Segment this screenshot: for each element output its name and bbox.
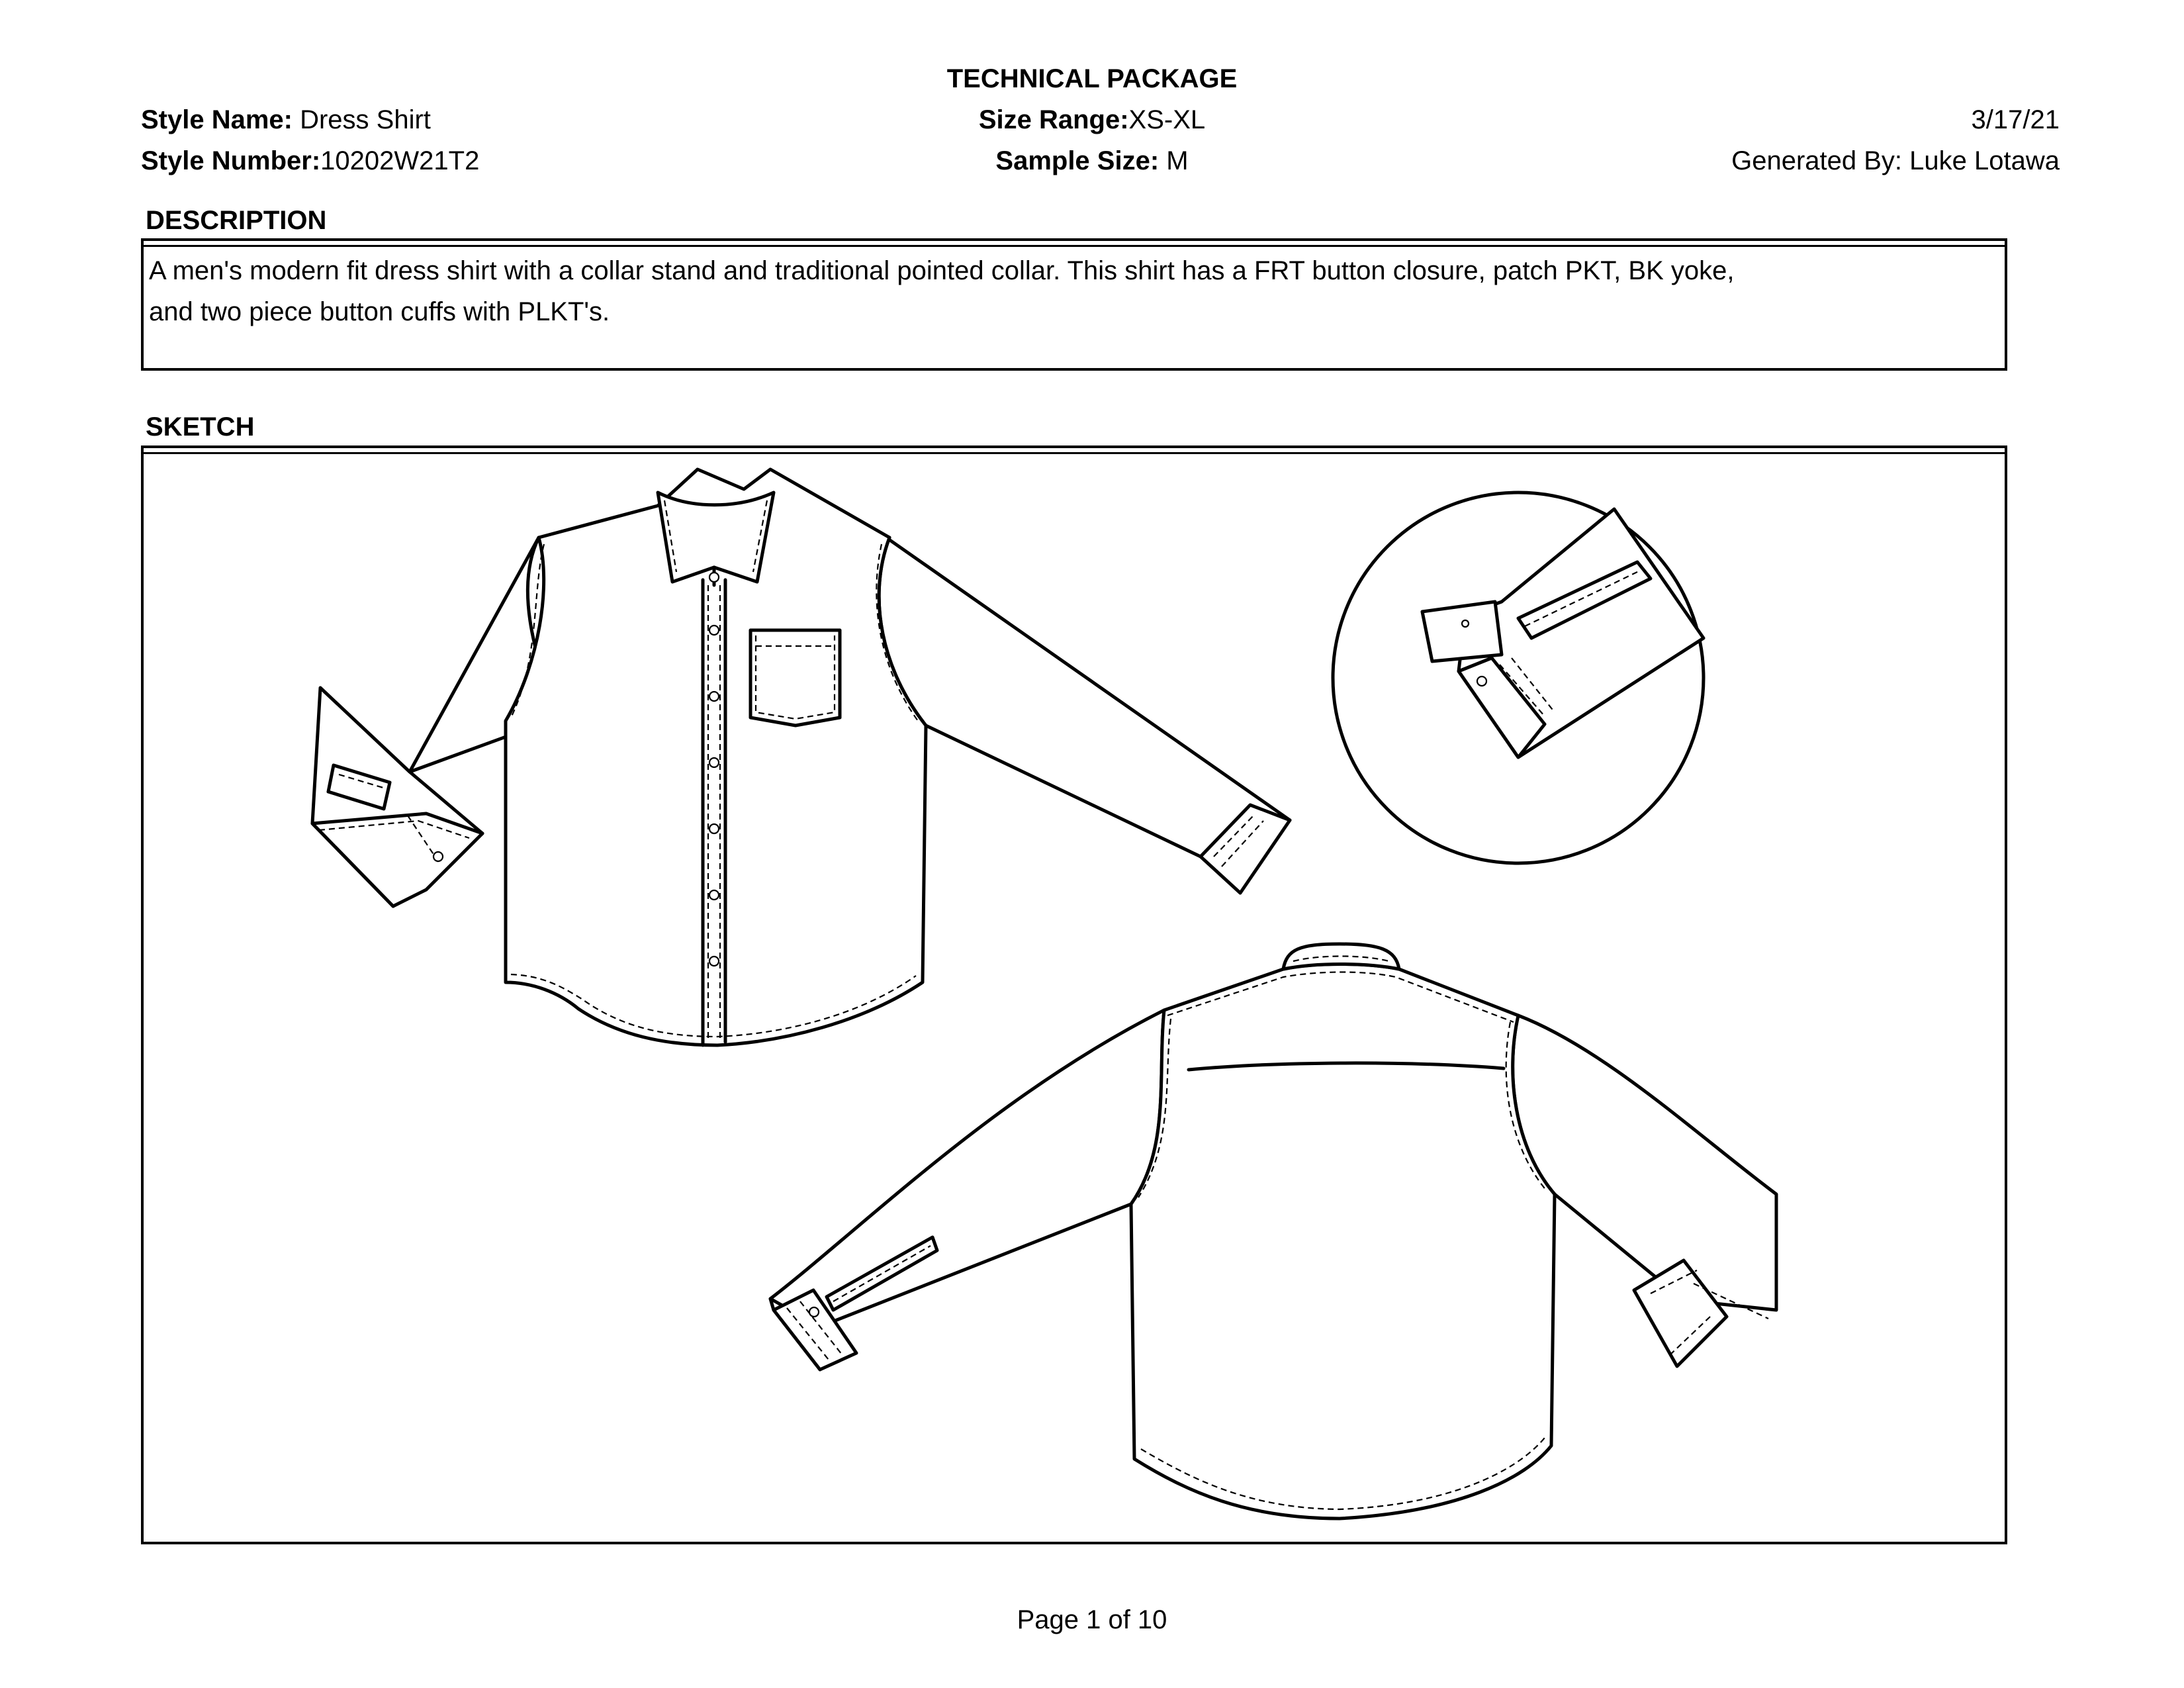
front-left-cuff xyxy=(312,814,482,906)
description-line-1: A men's modern fit dress shirt with a collar stand and traditional pointed collar. This shirt has a FRT button closure, patch PKT, BK yoke, xyxy=(149,256,1735,285)
description-text xyxy=(149,250,1905,332)
front-left-cuff-button xyxy=(433,852,443,861)
back-left-cuff-button xyxy=(809,1307,819,1317)
document-title: TECHNICAL PACKAGE xyxy=(946,64,1238,93)
sample-size-value: M xyxy=(1159,146,1189,175)
back-left-sleeve xyxy=(770,1010,1164,1327)
sketch-label: SKETCH xyxy=(146,412,255,442)
back-body xyxy=(1131,964,1555,1519)
style-number-value: 10202W21T2 xyxy=(320,146,480,175)
style-number-label: Style Number: xyxy=(141,146,321,175)
size-range-value: XS-XL xyxy=(1128,105,1206,134)
front-right-sleeve xyxy=(879,538,1290,857)
sketch-drawing xyxy=(144,448,2005,1542)
front-pocket xyxy=(751,630,840,726)
back-collar xyxy=(1283,944,1399,969)
sample-size-label: Sample Size: xyxy=(995,146,1160,175)
document-date: 3/17/21 xyxy=(1971,105,2060,134)
description-line-2: and two piece button cuffs with PLKT's. xyxy=(149,297,610,326)
generated-by: Generated By: Luke Lotawa xyxy=(1731,146,2060,175)
style-name-value: Dress Shirt xyxy=(292,105,431,134)
size-range-row xyxy=(0,103,2184,136)
size-range-label: Size Range: xyxy=(978,105,1129,134)
description-box xyxy=(141,238,2007,371)
cuff-detail-button xyxy=(1477,677,1486,686)
sketch-box xyxy=(141,445,2007,1544)
page-number: Page 1 of 10 xyxy=(1017,1605,1167,1634)
style-name-label: Style Name: xyxy=(141,105,293,134)
cuff-detail xyxy=(1333,492,1704,863)
back-view xyxy=(770,944,1776,1519)
description-label: DESCRIPTION xyxy=(146,206,327,235)
front-view xyxy=(312,469,1290,1045)
